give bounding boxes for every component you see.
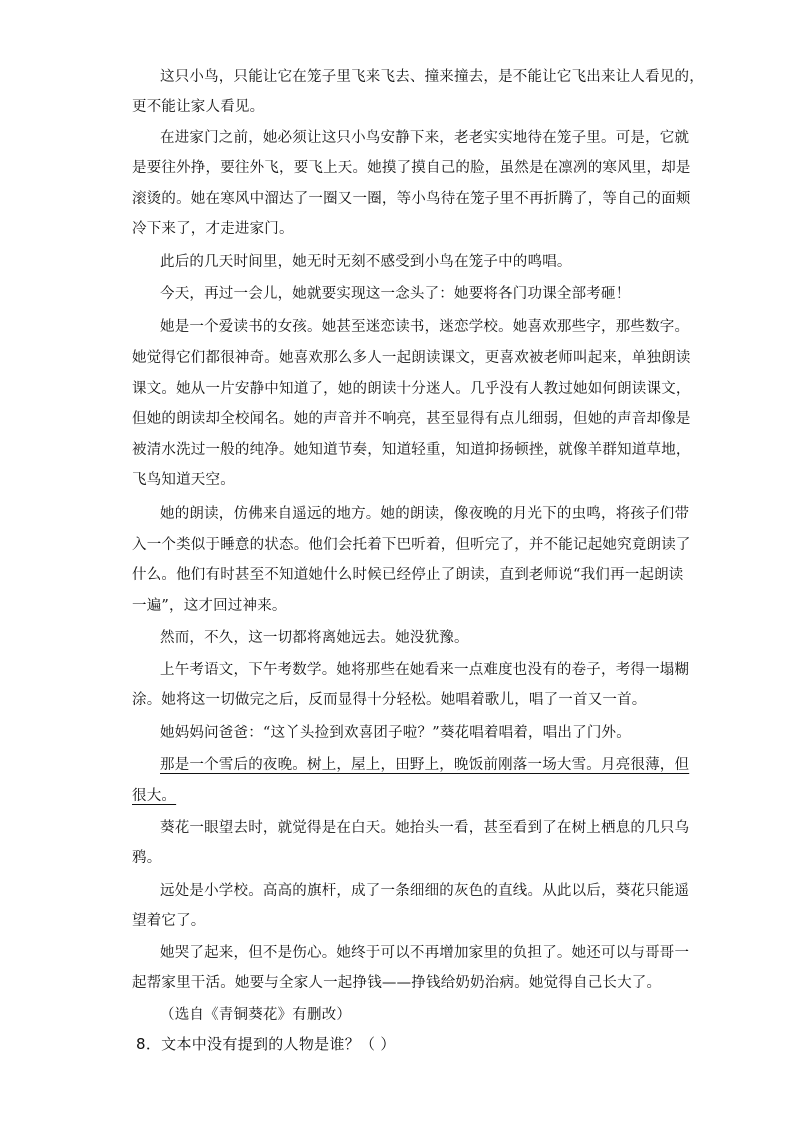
passage-line: 远处是小学校。高高的旗杆，成了一条细细的灰色的直线。从此以后，葵花只能遥: [160, 883, 690, 899]
passage-line: 一遍”，这才回过神来。: [132, 598, 287, 614]
passage-line: 她哭了起来，但不是伤心。她终于可以不再增加家里的负担了。她还可以与哥哥一: [160, 945, 690, 961]
passage-line: 入一个类似于睡意的状态。他们会托着下巴听着，但听完了，并不能记起她究竟朗读了: [132, 537, 691, 553]
passage-line: 鸦。: [132, 850, 162, 866]
passage-line: 课文。她从一片安静中知道了，她的朗读十分迷人。几乎没有人教过她如何朗读课文，: [132, 381, 691, 397]
passage-line: 今天，再过一会儿，她就要实现这一念头了：她要将各门功课全部考砸！: [160, 286, 631, 302]
passage-line: 是要往外挣，要往外飞，要飞上天。她摸了摸自己的脸，虽然是在凛冽的寒风里，却是: [132, 160, 691, 176]
passage-line: 葵花一眼望去时，就觉得是在白天。她抬头一看，甚至看到了在树上栖息的几只乌: [160, 820, 690, 836]
passage-line: 更不能让家人看见。: [132, 99, 265, 115]
passage-line: 望着它了。: [132, 913, 206, 929]
passage-line: 她觉得它们都很神奇。她喜欢那么多人一起朗读课文，更喜欢被老师叫起来，单独朗读: [132, 350, 691, 366]
passage-line: 上午考语文，下午考数学。她将那些在她看来一点难度也没有的卷子，考得一塌糊: [160, 662, 690, 678]
underlined-passage-line: 那是一个雪后的夜晚。树上，屋上，田野上，晚饭前刚落一场大雪。月亮很薄，但: [160, 757, 690, 773]
passage-line: 但她的朗读却全校闻名。她的声音并不响亮，甚至显得有点儿细弱，但她的声音却像是: [132, 411, 691, 427]
passage-line: 滚烫的。她在寒风中溜达了一圈又一圈，等小鸟待在笼子里不再折腾了，等自己的面颊: [132, 191, 691, 207]
passage-line: 什么。他们有时甚至不知道她什么时候已经停止了朗读，直到老师说“我们再一起朗读: [132, 567, 684, 583]
passage-line: 飞鸟知道天空。: [132, 472, 235, 488]
question-8: 8．文本中没有提到的人物是谁？（ ）: [136, 1035, 396, 1053]
source-citation: （选自《青铜葵花》有删改）: [160, 1007, 352, 1023]
passage-line: 她是一个爱读书的女孩。她甚至迷恋读书，迷恋学校。她喜欢那些字，那些数字。: [160, 319, 690, 335]
passage-line: 涂。她将这一切做完之后，反而显得十分轻松。她唱着歌儿，唱了一首又一首。: [132, 692, 647, 708]
passage-line: 被清水洗过一般的纯净。她知道节奏，知道轻重，知道抑扬顿挫，就像羊群知道草地，: [132, 442, 691, 458]
passage-line: 冷下来了，才走进家门。: [132, 221, 294, 237]
passage-line: 她妈妈问爸爸：“这丫头捡到欢喜团子啦？”葵花唱着唱着，唱出了门外。: [160, 725, 631, 741]
passage-line: 起帮家里干活。她要与全家人一起挣钱——挣钱给奶奶治病。她觉得自己长大了。: [132, 975, 662, 991]
underlined-passage-line: 很大。: [132, 788, 177, 804]
passage-line: 然而，不久，这一切都将离她远去。她没犹豫。: [160, 630, 469, 646]
passage-line: 这只小鸟，只能让它在笼子里飞来飞去、撞来撞去，是不能让它飞出来让人看见的，: [160, 69, 704, 85]
passage-line: 在进家门之前，她必须让这只小鸟安静下来，老老实实地待在笼子里。可是，它就: [160, 130, 690, 146]
passage-line: 她的朗读，仿佛来自遥远的地方。她的朗读，像夜晚的月光下的虫鸣，将孩子们带: [160, 506, 690, 522]
passage-line: 此后的几天时间里，她无时无刻不感受到小鸟在笼子中的鸣唱。: [160, 254, 572, 270]
